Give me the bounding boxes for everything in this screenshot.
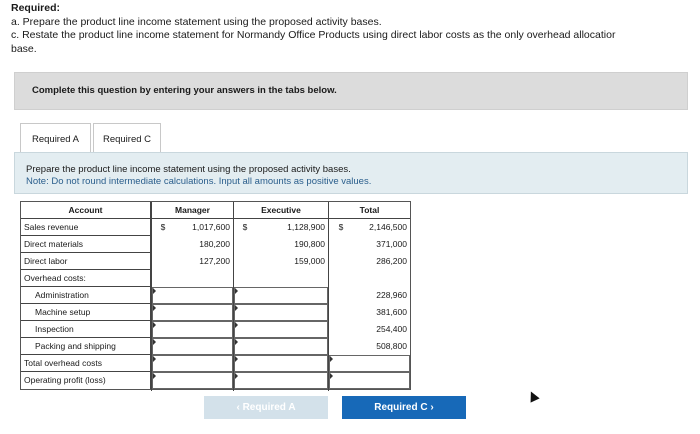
manager-value: 127,200 [199,256,230,266]
manager-value: 1,017,600 [192,222,230,232]
executive-value: 159,000 [294,256,325,266]
table-header-row [21,202,410,219]
manager-input[interactable] [152,287,233,304]
row-label: Direct labor [21,253,151,270]
manager-input[interactable] [152,355,233,372]
currency-symbol: $ [242,222,248,232]
required-title: Required: [11,2,61,14]
table-row [21,253,410,270]
row-label: Direct materials [21,236,151,253]
row-label: Inspection [21,321,151,338]
table-row [21,304,410,321]
table-row [21,270,410,287]
total-value: 2,146,500 [369,222,407,232]
manager-input[interactable] [152,321,233,338]
executive-value: 1,128,900 [287,222,325,232]
row-label: Total overhead costs [21,355,151,372]
total-value: 228,960 [376,290,407,300]
header-manager: Manager [152,202,233,219]
tab-required-a[interactable]: Required A [20,123,91,152]
next-required-c-button[interactable] [342,396,466,419]
executive-input[interactable] [234,338,328,355]
instructions-box [14,152,688,194]
row-label: Packing and shipping [21,338,151,355]
table-row [21,321,410,338]
row-label: Overhead costs: [21,270,151,287]
executive-input[interactable] [234,304,328,321]
header-total: Total [329,202,410,219]
currency-symbol: $ [160,222,166,232]
table-row [21,338,410,355]
instruction-note: Note: Do not round intermediate calculations. Input all amounts as positive values. [26,175,372,187]
table-row [21,287,410,304]
manager-value: 180,200 [199,239,230,249]
header-account: Account [21,202,151,219]
executive-input[interactable] [234,287,328,304]
table-row [21,236,410,253]
mouse-cursor-icon [526,389,539,402]
instruction-text: Prepare the product line income statement using the proposed activity bases. [26,164,351,175]
manager-input[interactable] [152,372,233,389]
row-label: Machine setup [21,304,151,321]
manager-input[interactable] [152,338,233,355]
manager-input[interactable] [152,304,233,321]
table-row [21,355,410,372]
tab-required-c[interactable]: Required C [93,123,161,152]
next-button-label: Required C [374,402,428,413]
executive-input[interactable] [234,321,328,338]
complete-question-banner: Complete this question by entering your answers in the tabs below. [14,72,688,110]
requirement-c-cont: base. [11,42,37,55]
requirement-c: c. Restate the product line income statement for Normandy Office Products using direct labor costs as the only overhead allocatior [11,29,616,41]
total-value: 371,000 [376,239,407,249]
total-value: 254,400 [376,324,407,334]
executive-input[interactable] [234,372,328,389]
currency-symbol: $ [338,222,344,232]
row-label: Operating profit (loss) [21,372,151,389]
total-input[interactable] [329,372,410,389]
row-label: Sales revenue [21,219,151,236]
total-value: 508,800 [376,341,407,351]
prev-button-label: Required A [242,402,296,413]
chevron-right-icon: › [430,402,434,413]
row-label: Administration [21,287,151,304]
header-executive: Executive [234,202,328,219]
table-row [21,219,410,236]
total-value: 381,600 [376,307,407,317]
table-row [21,372,410,389]
executive-input[interactable] [234,355,328,372]
prev-required-a-button[interactable] [204,396,328,419]
requirement-a: a. Prepare the product line income statement using the proposed activity bases. [11,15,382,28]
requirements [11,2,700,56]
chevron-left-icon: ‹ [236,402,240,413]
total-value: 286,200 [376,256,407,266]
executive-value: 190,800 [294,239,325,249]
income-statement-table [20,201,411,390]
total-input[interactable] [329,355,410,372]
